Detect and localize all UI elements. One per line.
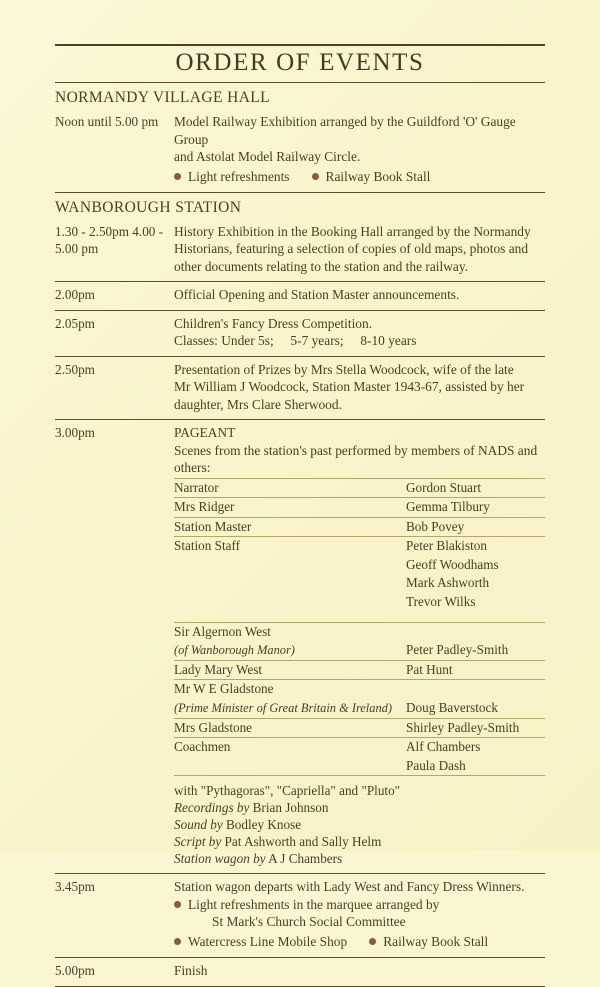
event-time-line: 4.00 - 5.00 pm xyxy=(55,223,164,256)
cast-row xyxy=(174,737,545,757)
cast-row xyxy=(174,536,545,556)
bullet-dot-icon xyxy=(174,173,181,180)
event-time: 5.00pm xyxy=(55,963,95,979)
cast-actor xyxy=(406,623,545,625)
pageant-intro-line: others: xyxy=(174,460,211,475)
bullet-dot-icon xyxy=(174,901,181,908)
bullet-label: Light refreshments xyxy=(188,168,290,184)
cast-actor: Shirley Padley-Smith xyxy=(406,719,520,735)
credit-label: Sound by xyxy=(174,817,223,833)
cast-role: Station Master xyxy=(174,518,252,534)
event-description xyxy=(174,223,545,276)
bullet-continuation-line: St Mark's Church Social Committee xyxy=(212,914,406,930)
desc-line: History Exhibition in the Booking Hall arranged by the Normandy xyxy=(174,223,531,239)
bullet-dot-icon xyxy=(174,938,181,945)
desc-line: Official Opening and Station Master announcements. xyxy=(174,287,460,302)
desc-line: Historians, featuring a selection of copies of old maps, photos and xyxy=(174,241,529,256)
desc-line: Station wagon departs with Lady West and Fancy Dress Winners. xyxy=(174,879,525,895)
cast-row xyxy=(174,757,545,776)
cast-row xyxy=(174,556,545,575)
bullet-item xyxy=(174,896,545,914)
cast-row xyxy=(174,660,545,680)
venue-heading-wanborough-station: WANBOROUGH STATION xyxy=(55,198,242,216)
pageant-heading: PAGEANT xyxy=(174,425,236,440)
cast-role xyxy=(174,757,406,759)
credit-line-station-wagon xyxy=(174,850,545,867)
cast-role: Lady Mary West xyxy=(174,661,263,677)
bullet-list xyxy=(174,168,545,186)
pageant-intro-line: Scenes from the station's past performed by members of NADS and xyxy=(174,442,538,458)
bullet-dot-icon xyxy=(369,938,376,945)
desc-line: Mr William J Woodcock, Station Master 1943-67, assisted by her xyxy=(174,379,525,394)
cast-row xyxy=(174,699,545,718)
bullet-list xyxy=(174,933,545,951)
venue-heading-village-hall: NORMANDY VILLAGE HALL xyxy=(55,89,271,106)
desc-line: Model Railway Exhibition arranged by the Guildford 'O' Gauge Group xyxy=(174,114,516,147)
credit-line-recordings xyxy=(174,799,545,816)
event-description xyxy=(174,361,545,414)
cast-actor: Gemma Tilbury xyxy=(406,499,490,515)
credit-value: Bodley Knose xyxy=(226,817,302,833)
cast-row xyxy=(174,574,545,593)
bullet-item xyxy=(174,933,347,951)
cast-actor: Doug Baverstock xyxy=(406,700,498,716)
desc-line: and Astolat Model Railway Circle. xyxy=(174,149,361,164)
cast-role: Mrs Ridger xyxy=(174,499,235,515)
cast-row xyxy=(174,679,545,699)
cast-role xyxy=(174,556,406,558)
desc-line: Classes: Under 5s; 5-7 years; 8-10 years xyxy=(174,333,417,348)
credit-value: A J Chambers xyxy=(268,851,343,867)
event-row-noon xyxy=(55,109,545,192)
cast-row xyxy=(174,497,545,517)
cast-row xyxy=(174,622,545,642)
event-time: Noon until 5.00 pm xyxy=(55,114,159,129)
cast-row xyxy=(174,593,545,612)
event-description xyxy=(174,962,545,980)
cast-row xyxy=(174,517,545,537)
event-row-pageant xyxy=(55,420,545,873)
cast-actor: Alf Chambers xyxy=(406,739,481,755)
cast-role xyxy=(174,574,406,576)
event-row-finish xyxy=(55,958,545,986)
pageant-block xyxy=(174,424,545,867)
credit-line-sound xyxy=(174,816,545,833)
event-time: 2.05pm xyxy=(55,315,95,331)
credit-line-script xyxy=(174,833,545,850)
credit-label: Script by xyxy=(174,834,222,850)
title-block xyxy=(55,0,545,83)
event-row-official-opening xyxy=(55,282,545,310)
bullet-dot-icon xyxy=(312,173,319,180)
cast-row xyxy=(174,641,545,660)
cast-actor: Bob Povey xyxy=(406,518,465,534)
credit-value: Pat Ashworth and Sally Helm xyxy=(224,834,382,850)
event-row-prizes xyxy=(55,357,545,420)
event-description xyxy=(174,286,545,304)
cast-actor: Peter Blakiston xyxy=(406,538,487,554)
event-description xyxy=(174,315,545,350)
cast-role: Coachmen xyxy=(174,739,231,755)
bullet-item xyxy=(369,933,488,951)
event-time-line: 1.30 - 2.50pm xyxy=(55,223,129,239)
credit-value: Brian Johnson xyxy=(252,800,329,816)
bullet-item xyxy=(174,168,290,186)
event-description xyxy=(174,878,545,951)
desc-line: Finish xyxy=(174,963,208,979)
cast-row xyxy=(174,478,545,498)
bullet-label: Watercress Line Mobile Shop xyxy=(188,934,348,950)
cast-role: Mr W E Gladstone xyxy=(174,681,274,697)
bullet-label: Railway Book Stall xyxy=(325,168,431,184)
cast-actor: Gordon Stuart xyxy=(406,479,482,495)
event-time xyxy=(55,223,174,258)
cast-actor: Geoff Woodhams xyxy=(406,556,499,572)
cast-role: Mrs Gladstone xyxy=(174,719,253,735)
bullet-item xyxy=(312,168,431,186)
cast-actor: Pat Hunt xyxy=(406,661,453,677)
cast-actor: Mark Ashworth xyxy=(406,575,490,591)
cast-role: Sir Algernon West xyxy=(174,623,271,639)
desc-line: Children's Fancy Dress Competition. xyxy=(174,315,373,331)
cast-role-subtitle: (of Wanborough Manor) xyxy=(174,643,295,658)
credits-block xyxy=(174,782,545,867)
cast-row xyxy=(174,718,545,738)
page-title: ORDER OF EVENTS xyxy=(175,49,425,76)
credit-line-characters: with "Pythagoras", "Capriella" and "Pluto" xyxy=(174,783,401,799)
event-row-fancy-dress xyxy=(55,311,545,356)
cast-table xyxy=(174,478,545,777)
cast-role: Station Staff xyxy=(174,538,241,554)
desc-line: other documents relating to the station and the railway. xyxy=(174,258,469,274)
cast-actor: Trevor Wilks xyxy=(406,594,476,610)
event-time: 3.45pm xyxy=(55,879,95,895)
event-description xyxy=(174,113,545,186)
event-time: 2.00pm xyxy=(55,287,95,302)
credit-label: Station wagon by xyxy=(174,851,266,867)
cast-role-subtitle: (Prime Minister of Great Britain & Ireland) xyxy=(174,701,392,716)
bullet-label: Light refreshments in the marquee arranged by xyxy=(188,896,440,912)
event-time: 3.00pm xyxy=(55,425,95,440)
event-row-history-exhibition xyxy=(55,219,545,282)
cast-actor: Peter Padley-Smith xyxy=(406,642,509,658)
desc-line: Presentation of Prizes by Mrs Stella Woodcock, wife of the late xyxy=(174,361,514,377)
cast-table-bottom-rule xyxy=(174,775,545,776)
cast-actor xyxy=(406,680,545,682)
bullet-label: Railway Book Stall xyxy=(383,934,489,950)
desc-line: daughter, Mrs Clare Sherwood. xyxy=(174,396,342,412)
cast-actor: Paula Dash xyxy=(406,757,466,773)
event-time: 2.50pm xyxy=(55,361,95,377)
cast-role: Narrator xyxy=(174,479,219,495)
cast-role xyxy=(174,593,406,595)
credit-label: Recordings by xyxy=(174,800,250,816)
event-row-departure xyxy=(55,874,545,957)
